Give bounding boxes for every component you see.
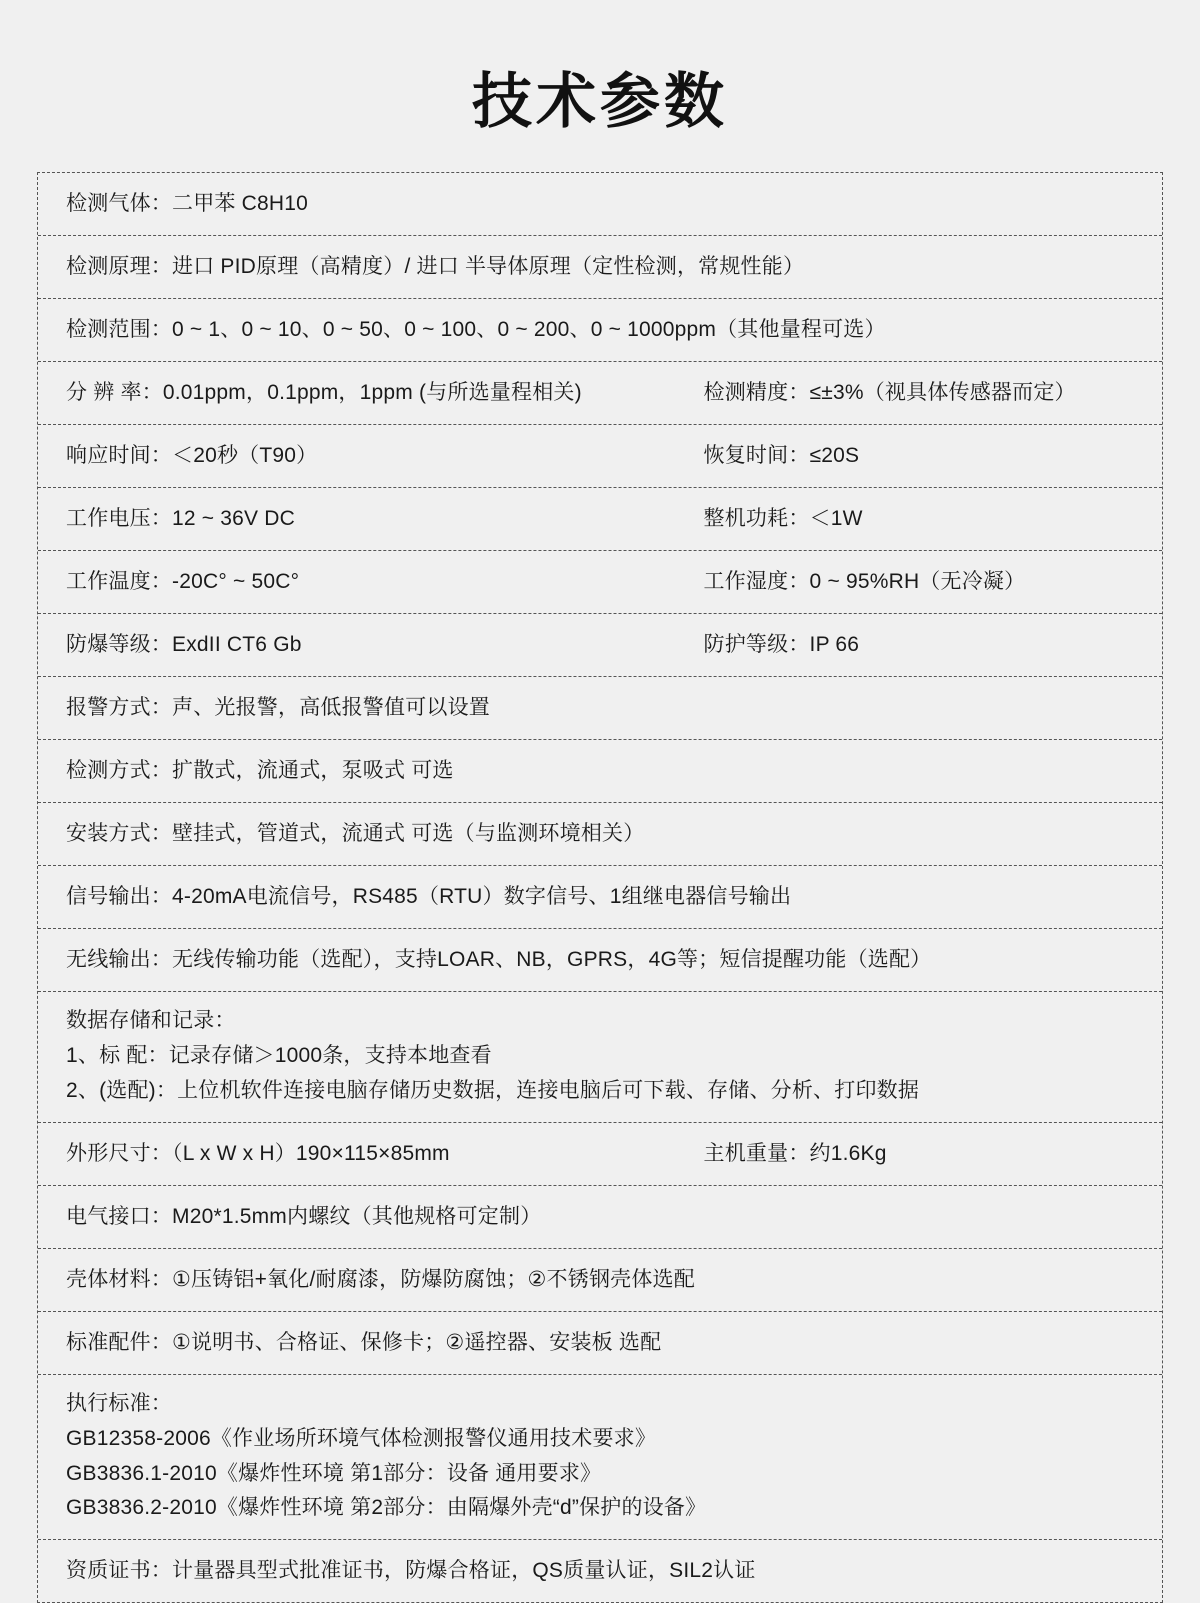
spec-cell-multiline <box>38 1375 1162 1539</box>
table-row <box>38 866 1162 929</box>
table-row <box>38 1540 1162 1602</box>
spec-cell-right: 防护等级：IP 66 <box>703 633 860 657</box>
table-row <box>38 425 1162 488</box>
table-row <box>38 929 1162 992</box>
spec-cell: 无线输出：无线传输功能（选配），支持LOAR、NB，GPRS，4G等；短信提醒功能（选配） <box>66 948 932 972</box>
table-row <box>38 677 1162 740</box>
spec-line: 2、(选配)：上位机软件连接电脑存储历史数据，连接电脑后可下载、存储、分析、打印数据 <box>66 1078 920 1102</box>
table-row <box>38 1249 1162 1312</box>
spec-cell: 报警方式：声、光报警，高低报警值可以设置 <box>66 696 490 720</box>
spec-line: 1、标 配：记录存储＞1000条，支持本地查看 <box>66 1044 492 1068</box>
table-row <box>38 236 1162 299</box>
spec-line: 执行标准： <box>66 1391 172 1415</box>
table-row <box>38 551 1162 614</box>
spec-cell-right: 检测精度：≤±3%（视具体传感器而定） <box>703 381 1076 405</box>
spec-line: 数据存储和记录： <box>66 1009 236 1033</box>
table-row <box>38 362 1162 425</box>
table-row <box>38 1375 1162 1540</box>
spec-cell: 检测气体：二甲苯 C8H10 <box>66 192 309 215</box>
spec-cell-left: 响应时间：＜20秒（T90） <box>66 444 318 468</box>
spec-line: GB3836.2-2010《爆炸性环境 第2部分：由隔爆外壳“d”保护的设备》 <box>66 1496 707 1520</box>
spec-cell: 电气接口：M20*1.5mm内螺纹（其他规格可定制） <box>66 1204 542 1228</box>
spec-cell: 安装方式：壁挂式，管道式，流通式 可选（与监测环境相关） <box>66 822 645 846</box>
spec-cell-left: 工作电压：12 ~ 36V DC <box>66 507 296 531</box>
spec-cell-left: 分 辨 率：0.01ppm，0.1ppm，1ppm (与所选量程相关) <box>66 381 582 405</box>
spec-cell: 检测原理：进口 PID原理（高精度）/ 进口 半导体原理（定性检测，常规性能） <box>66 255 805 279</box>
table-row <box>38 803 1162 866</box>
table-row <box>38 299 1162 362</box>
spec-cell-left: 工作温度：-20C° ~ 50C° <box>66 570 300 594</box>
spec-cell-right: 整机功耗：＜1W <box>703 507 863 531</box>
spec-cell-right: 恢复时间：≤20S <box>703 444 860 468</box>
spec-cell-right: 主机重量：约1.6Kg <box>703 1141 887 1165</box>
spec-cell: 标准配件：①说明书、合格证、保修卡；②遥控器、安装板 选配 <box>66 1330 662 1354</box>
table-row <box>38 488 1162 551</box>
table-row <box>38 740 1162 803</box>
spec-cell: 信号输出：4-20mA电流信号，RS485（RTU）数字信号、1组继电器信号输出 <box>66 885 792 909</box>
spec-line: GB12358-2006《作业场所环境气体检测报警仪通用技术要求》 <box>66 1426 657 1450</box>
table-row <box>38 1186 1162 1249</box>
spec-cell-right: 工作湿度：0 ~ 95%RH（无冷凝） <box>703 570 1026 594</box>
table-row <box>38 992 1162 1123</box>
table-row <box>38 1123 1162 1186</box>
table-row <box>38 1312 1162 1375</box>
spec-cell-left: 外形尺寸：（L x W x H）190×115×85mm <box>66 1141 450 1165</box>
spec-table <box>37 172 1163 1603</box>
spec-cell: 检测范围：0 ~ 1、0 ~ 10、0 ~ 50、0 ~ 100、0 ~ 200、0 ~ 1000ppm（其他量程可选） <box>66 318 886 342</box>
table-row <box>38 173 1162 236</box>
spec-cell: 资质证书：计量器具型式批准证书，防爆合格证，QS质量认证，SIL2认证 <box>66 1559 756 1583</box>
table-row <box>38 614 1162 677</box>
spec-cell: 检测方式：扩散式，流通式，泵吸式 可选 <box>66 759 454 783</box>
spec-cell-multiline <box>38 992 1162 1122</box>
spec-line: GB3836.1-2010《爆炸性环境 第1部分：设备 通用要求》 <box>66 1461 602 1485</box>
spec-cell-left: 防爆等级：ExdII CT6 Gb <box>66 633 302 657</box>
page-title: 技术参数 <box>472 68 728 135</box>
spec-cell: 壳体材料：①压铸铝+氧化/耐腐漆，防爆防腐蚀；②不锈钢壳体选配 <box>66 1267 695 1291</box>
